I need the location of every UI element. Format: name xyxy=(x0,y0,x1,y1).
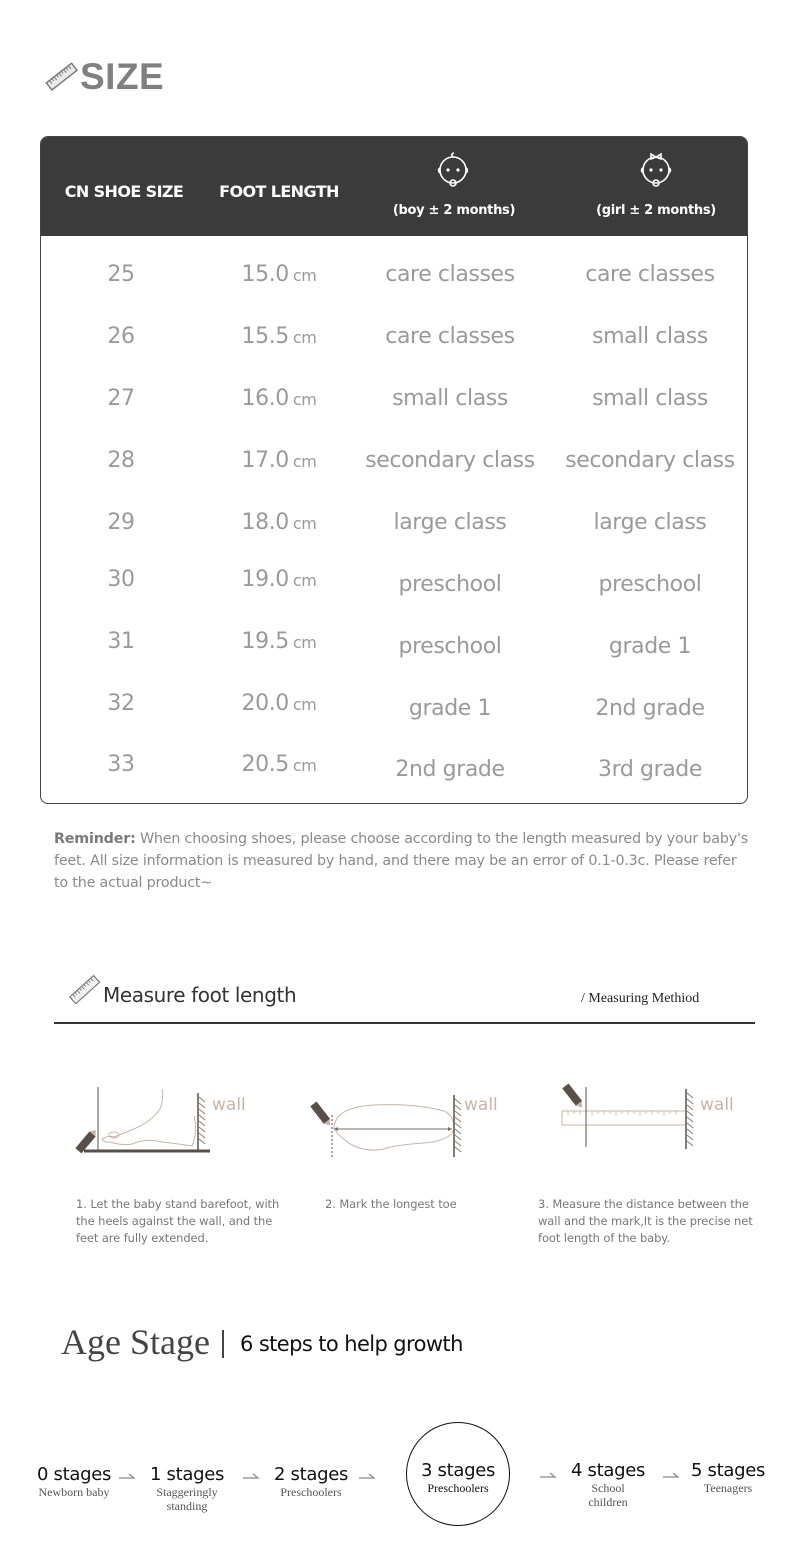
cell-shoe-size: 31 xyxy=(107,629,135,654)
wall-label: wall xyxy=(212,1095,246,1115)
table-row xyxy=(41,262,747,302)
stage-4 xyxy=(556,1461,660,1509)
cell-shoe-size: 25 xyxy=(107,262,135,287)
stage-name: 0 stages xyxy=(36,1464,112,1485)
title-separator xyxy=(222,1330,224,1358)
baby-girl-icon xyxy=(635,152,677,190)
foot-length-value: 18.0 xyxy=(241,510,289,535)
size-title: SIZE xyxy=(80,56,165,97)
cell-shoe-size: 29 xyxy=(107,510,135,535)
cell-foot-length xyxy=(209,510,349,535)
stage-desc: School children xyxy=(588,1481,628,1509)
cell-boy-stage: small class xyxy=(392,386,508,411)
reminder-text xyxy=(54,828,754,894)
header-girl: (girl ± 2 months) xyxy=(596,203,716,218)
stage-name: 1 stages xyxy=(149,1464,225,1485)
stage-desc: Staggeringly standing xyxy=(156,1485,218,1513)
cell-foot-length xyxy=(209,567,349,592)
foot-length-value: 17.0 xyxy=(241,448,289,473)
table-row xyxy=(41,386,747,426)
cell-shoe-size: 26 xyxy=(107,324,135,349)
stage-name: 2 stages xyxy=(273,1464,349,1485)
wall-label: wall xyxy=(464,1095,498,1115)
cell-girl-stage: secondary class xyxy=(565,448,735,473)
step-2-text: 2. Mark the longest toe xyxy=(325,1197,457,1211)
stage-2 xyxy=(260,1465,362,1499)
table-row xyxy=(41,510,747,550)
header-shoe-size: CN SHOE SIZE xyxy=(64,182,184,201)
foot-length-value: 16.0 xyxy=(241,386,289,411)
measure-distance-illustration xyxy=(552,1075,762,1165)
table-row xyxy=(41,324,747,364)
foot-length-unit: cm xyxy=(292,756,317,775)
foot-length-unit: cm xyxy=(292,452,317,471)
stage-name: 5 stages xyxy=(690,1460,766,1481)
table-row xyxy=(41,567,747,607)
table-row xyxy=(41,448,747,488)
foot-length-unit: cm xyxy=(292,695,317,714)
foot-length-value: 20.5 xyxy=(241,752,289,777)
cell-foot-length xyxy=(209,629,349,654)
ruler-icon xyxy=(68,973,102,1007)
cell-boy-stage: large class xyxy=(393,510,507,535)
measure-title: Measure foot length xyxy=(103,983,297,1007)
table-header xyxy=(41,137,747,236)
baby-boy-icon xyxy=(432,152,474,190)
stage-desc: Teenagers xyxy=(703,1481,753,1495)
stage-5 xyxy=(676,1461,780,1495)
stage-0 xyxy=(22,1465,126,1499)
cell-shoe-size: 33 xyxy=(107,752,135,777)
cell-foot-length xyxy=(209,448,349,473)
ruler-icon xyxy=(44,60,80,94)
stage-name: 4 stages xyxy=(570,1460,646,1481)
cell-girl-stage: 3rd grade xyxy=(597,757,702,782)
wall-label: wall xyxy=(700,1095,734,1115)
cell-shoe-size: 30 xyxy=(107,567,135,592)
cell-boy-stage: preschool xyxy=(398,634,502,659)
stage-desc: Preschoolers xyxy=(427,1481,489,1495)
arrow-icon xyxy=(539,1471,557,1479)
stage-desc: Newborn baby xyxy=(38,1485,110,1499)
arrow-icon xyxy=(358,1472,376,1480)
cell-boy-stage: grade 1 xyxy=(408,696,492,721)
table-row xyxy=(41,752,747,792)
foot-length-unit: cm xyxy=(292,390,317,409)
foot-length-unit: cm xyxy=(292,514,317,533)
reminder-label: Reminder: xyxy=(54,831,136,847)
cell-foot-length xyxy=(209,386,349,411)
table-row xyxy=(41,691,747,731)
age-stage-subtitle: 6 steps to help growth xyxy=(240,1332,463,1356)
stage-name: 3 stages xyxy=(420,1460,496,1481)
foot-length-value: 15.0 xyxy=(241,262,289,287)
arrow-icon xyxy=(118,1472,136,1480)
foot-length-value: 15.5 xyxy=(241,324,289,349)
step-3-text: 3. Measure the distance between the wall and the mark,It is the precise net foot length of the baby. xyxy=(538,1197,753,1245)
cell-foot-length xyxy=(209,262,349,287)
cell-girl-stage: small class xyxy=(592,386,708,411)
foot-length-unit: cm xyxy=(292,266,317,285)
header-boy: (boy ± 2 months) xyxy=(392,203,516,218)
header-foot-length: FOOT LENGTH xyxy=(219,182,339,201)
cell-girl-stage: care classes xyxy=(585,262,715,287)
cell-shoe-size: 27 xyxy=(107,386,135,411)
foot-length-unit: cm xyxy=(292,328,317,347)
cell-foot-length xyxy=(209,752,349,777)
measure-subtitle: / Measuring Methiod xyxy=(581,991,700,1006)
table-row xyxy=(41,629,747,669)
divider xyxy=(54,1022,755,1024)
stand-barefoot-illustration xyxy=(68,1075,278,1165)
cell-foot-length xyxy=(209,324,349,349)
stage-desc: Preschoolers xyxy=(280,1485,342,1499)
foot-length-unit: cm xyxy=(292,633,317,652)
arrow-icon xyxy=(242,1472,260,1480)
foot-length-value: 19.5 xyxy=(241,629,289,654)
reminder-body: When choosing shoes, please choose according to the length measured by your baby's feet. All size information is measured by hand, and there may be an error of 0.1-0.3c. Please refer to the actual product~ xyxy=(54,831,748,891)
cell-girl-stage: 2nd grade xyxy=(595,696,705,721)
step-1-text: 1. Let the baby stand barefoot, with the heels against the wall, and the feet are fully extended. xyxy=(76,1197,280,1245)
mark-toe-illustration xyxy=(300,1075,510,1165)
cell-boy-stage: care classes xyxy=(385,324,515,349)
cell-girl-stage: large class xyxy=(593,510,707,535)
cell-boy-stage: preschool xyxy=(398,572,502,597)
cell-boy-stage: care classes xyxy=(385,262,515,287)
cell-shoe-size: 28 xyxy=(107,448,135,473)
stage-3 xyxy=(406,1461,510,1495)
size-table xyxy=(40,136,748,804)
cell-boy-stage: 2nd grade xyxy=(395,757,505,782)
cell-shoe-size: 32 xyxy=(107,691,135,716)
cell-girl-stage: grade 1 xyxy=(608,634,692,659)
cell-foot-length xyxy=(209,691,349,716)
foot-length-value: 19.0 xyxy=(241,567,289,592)
stage-1 xyxy=(136,1465,238,1513)
cell-girl-stage: preschool xyxy=(598,572,702,597)
foot-length-value: 20.0 xyxy=(241,691,289,716)
cell-girl-stage: small class xyxy=(592,324,708,349)
foot-length-unit: cm xyxy=(292,571,317,590)
age-stage-title: Age Stage xyxy=(61,1322,210,1362)
cell-boy-stage: secondary class xyxy=(365,448,535,473)
